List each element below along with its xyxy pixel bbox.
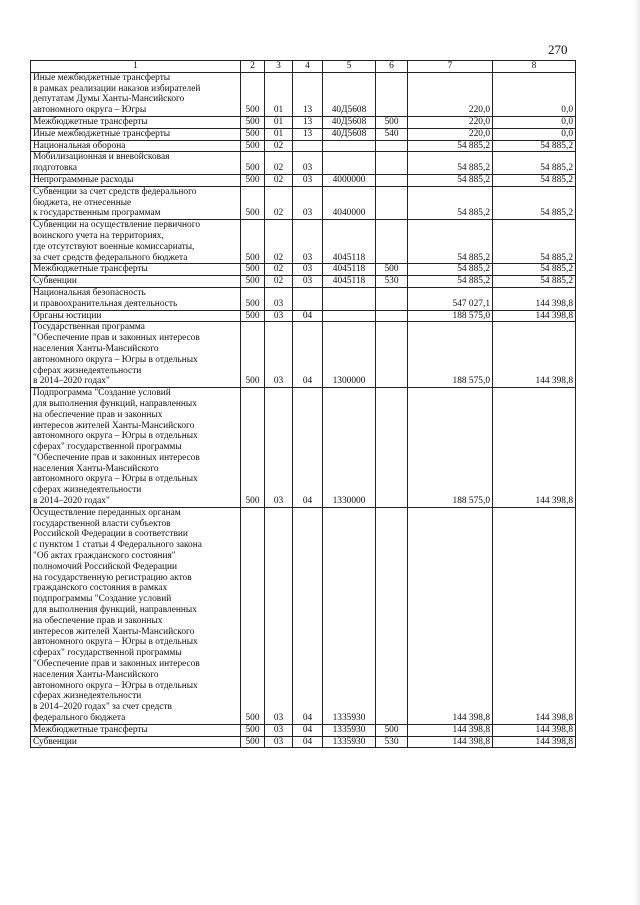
table-header-row (31, 61, 576, 73)
amount-year1-cell: 54 885,2 (408, 220, 493, 264)
table-row (31, 140, 576, 152)
row-name-cell: Межбюджетные трансферты (31, 116, 241, 128)
table-row (31, 310, 576, 322)
subsection-code-cell: 04 (293, 322, 323, 388)
amount-year1-cell: 144 398,8 (408, 507, 493, 724)
amount-year1-cell: 54 885,2 (408, 174, 493, 186)
target-article-cell: 1335930 (323, 736, 376, 748)
page-number: 270 (548, 42, 568, 57)
amount-year1-cell: 188 575,0 (408, 388, 493, 508)
amount-year1-cell: 547 027,1 (408, 287, 493, 310)
expense-type-cell: 530 (376, 736, 408, 748)
section-code-cell: 03 (265, 507, 293, 724)
section-code-cell: 02 (265, 186, 293, 219)
section-code-cell: 03 (265, 322, 293, 388)
column-header: 2 (241, 61, 265, 73)
ministry-code-cell: 500 (241, 724, 265, 736)
subsection-code-cell: 04 (293, 388, 323, 508)
subsection-code-cell: 04 (293, 310, 323, 322)
expense-type-cell (376, 220, 408, 264)
row-name-cell: Непрограммные расходы (31, 174, 241, 186)
row-name-cell: Межбюджетные трансферты (31, 264, 241, 276)
amount-year2-cell: 54 885,2 (493, 220, 576, 264)
amount-year1-cell: 54 885,2 (408, 276, 493, 288)
amount-year2-cell: 144 398,8 (493, 388, 576, 508)
ministry-code-cell: 500 (241, 220, 265, 264)
expense-type-cell (376, 174, 408, 186)
scan-edge (634, 0, 640, 905)
ministry-code-cell: 500 (241, 128, 265, 140)
amount-year1-cell: 54 885,2 (408, 264, 493, 276)
table-row (31, 287, 576, 310)
amount-year2-cell: 54 885,2 (493, 174, 576, 186)
amount-year1-cell: 188 575,0 (408, 310, 493, 322)
row-name-cell: Субвенции (31, 736, 241, 748)
table-row (31, 174, 576, 186)
amount-year2-cell: 144 398,8 (493, 322, 576, 388)
amount-year2-cell: 54 885,2 (493, 140, 576, 152)
target-article-cell: 40Д5608 (323, 128, 376, 140)
ministry-code-cell: 500 (241, 507, 265, 724)
target-article-cell: 40Д5608 (323, 72, 376, 116)
ministry-code-cell: 500 (241, 322, 265, 388)
amount-year2-cell: 144 398,8 (493, 287, 576, 310)
column-header: 3 (265, 61, 293, 73)
ministry-code-cell: 500 (241, 736, 265, 748)
expense-type-cell: 500 (376, 724, 408, 736)
ministry-code-cell: 500 (241, 140, 265, 152)
section-code-cell: 02 (265, 140, 293, 152)
column-header: 7 (408, 61, 493, 73)
section-code-cell: 02 (265, 264, 293, 276)
target-article-cell: 1300000 (323, 322, 376, 388)
amount-year1-cell: 144 398,8 (408, 736, 493, 748)
table-row (31, 276, 576, 288)
target-article-cell: 4045118 (323, 276, 376, 288)
subsection-code-cell: 03 (293, 220, 323, 264)
ministry-code-cell: 500 (241, 174, 265, 186)
subsection-code-cell: 03 (293, 264, 323, 276)
amount-year2-cell: 144 398,8 (493, 310, 576, 322)
column-header: 6 (376, 61, 408, 73)
row-name-cell: Иные межбюджетные трансферты в рамках реализации наказов избирателей депутатам Думы Ханты-Мансийского автономного округа – Югры (31, 72, 241, 116)
ministry-code-cell: 500 (241, 186, 265, 219)
amount-year1-cell: 54 885,2 (408, 140, 493, 152)
row-name-cell: Субвенции (31, 276, 241, 288)
subsection-code-cell (293, 140, 323, 152)
amount-year2-cell: 54 885,2 (493, 264, 576, 276)
section-code-cell: 03 (265, 388, 293, 508)
column-header: 5 (323, 61, 376, 73)
subsection-code-cell: 03 (293, 152, 323, 175)
amount-year2-cell: 0,0 (493, 128, 576, 140)
section-code-cell: 01 (265, 128, 293, 140)
expense-type-cell (376, 287, 408, 310)
amount-year2-cell: 54 885,2 (493, 152, 576, 175)
table-row (31, 507, 576, 724)
row-name-cell: Подпрограмма "Создание условий для выполнения функций, направленных на обеспечение прав и законных интересов жителей Ханты-Мансийского автономного округа – Югры в отдельных сферах" государственной программы "Обеспечение прав и законных интересов населения Ханты-Мансийского автономного округа – Югры в отдельных сферах жизнедеятельности в 2014–2020 годах" (31, 388, 241, 508)
expense-type-cell (376, 140, 408, 152)
amount-year1-cell: 188 575,0 (408, 322, 493, 388)
row-name-cell: Субвенции за счет средств федерального бюджета, не отнесенные к государственным программам (31, 186, 241, 219)
target-article-cell: 4040000 (323, 186, 376, 219)
expense-type-cell (376, 152, 408, 175)
table-row (31, 128, 576, 140)
row-name-cell: Мобилизационная и вневойсковая подготовка (31, 152, 241, 175)
target-article-cell: 4000000 (323, 174, 376, 186)
ministry-code-cell: 500 (241, 388, 265, 508)
table-row (31, 220, 576, 264)
row-name-cell: Национальная оборона (31, 140, 241, 152)
target-article-cell (323, 152, 376, 175)
subsection-code-cell: 03 (293, 174, 323, 186)
amount-year1-cell: 54 885,2 (408, 186, 493, 219)
subsection-code-cell: 03 (293, 276, 323, 288)
expense-type-cell (376, 388, 408, 508)
subsection-code-cell: 03 (293, 186, 323, 219)
ministry-code-cell: 500 (241, 72, 265, 116)
row-name-cell: Иные межбюджетные трансферты (31, 128, 241, 140)
table-row (31, 322, 576, 388)
section-code-cell: 01 (265, 72, 293, 116)
subsection-code-cell: 13 (293, 128, 323, 140)
column-header: 8 (493, 61, 576, 73)
subsection-code-cell: 04 (293, 736, 323, 748)
section-code-cell: 02 (265, 276, 293, 288)
amount-year2-cell: 0,0 (493, 72, 576, 116)
table-row (31, 736, 576, 748)
row-name-cell: Субвенции на осуществление первичного воинского учета на территориях, где отсутствуют военные комиссариаты, за счет средств федерального бюджета (31, 220, 241, 264)
table-row (31, 116, 576, 128)
section-code-cell: 03 (265, 287, 293, 310)
expense-type-cell: 530 (376, 276, 408, 288)
subsection-code-cell (293, 287, 323, 310)
section-code-cell: 02 (265, 174, 293, 186)
target-article-cell: 1335930 (323, 507, 376, 724)
row-name-cell: Национальная безопасность и правоохранительная деятельность (31, 287, 241, 310)
section-code-cell: 03 (265, 736, 293, 748)
section-code-cell: 02 (265, 152, 293, 175)
ministry-code-cell: 500 (241, 310, 265, 322)
target-article-cell: 1330000 (323, 388, 376, 508)
section-code-cell: 01 (265, 116, 293, 128)
row-name-cell: Государственная программа "Обеспечение прав и законных интересов населения Ханты-Мансийского автономного округа – Югры в отдельных сферах жизнедеятельности в 2014–2020 годах" (31, 322, 241, 388)
target-article-cell (323, 287, 376, 310)
amount-year1-cell: 144 398,8 (408, 724, 493, 736)
section-code-cell: 03 (265, 310, 293, 322)
amount-year1-cell: 220,0 (408, 116, 493, 128)
expense-type-cell: 500 (376, 116, 408, 128)
target-article-cell: 4045118 (323, 220, 376, 264)
ministry-code-cell: 500 (241, 116, 265, 128)
subsection-code-cell: 13 (293, 116, 323, 128)
row-name-cell: Межбюджетные трансферты (31, 724, 241, 736)
budget-table (30, 60, 576, 748)
target-article-cell (323, 140, 376, 152)
subsection-code-cell: 04 (293, 507, 323, 724)
ministry-code-cell: 500 (241, 264, 265, 276)
amount-year2-cell: 144 398,8 (493, 507, 576, 724)
subsection-code-cell: 13 (293, 72, 323, 116)
amount-year2-cell: 144 398,8 (493, 736, 576, 748)
table-row (31, 724, 576, 736)
table-row (31, 152, 576, 175)
ministry-code-cell: 500 (241, 287, 265, 310)
expense-type-cell (376, 186, 408, 219)
amount-year1-cell: 220,0 (408, 128, 493, 140)
amount-year2-cell: 144 398,8 (493, 724, 576, 736)
target-article-cell (323, 310, 376, 322)
table-row (31, 72, 576, 116)
column-header: 1 (31, 61, 241, 73)
amount-year2-cell: 0,0 (493, 116, 576, 128)
expense-type-cell (376, 72, 408, 116)
amount-year1-cell: 54 885,2 (408, 152, 493, 175)
expense-type-cell: 500 (376, 264, 408, 276)
table-row (31, 186, 576, 219)
ministry-code-cell: 500 (241, 152, 265, 175)
section-code-cell: 03 (265, 724, 293, 736)
expense-type-cell (376, 322, 408, 388)
column-header: 4 (293, 61, 323, 73)
expense-type-cell: 540 (376, 128, 408, 140)
expense-type-cell (376, 310, 408, 322)
expense-type-cell (376, 507, 408, 724)
amount-year2-cell: 54 885,2 (493, 186, 576, 219)
amount-year2-cell: 54 885,2 (493, 276, 576, 288)
row-name-cell: Органы юстиции (31, 310, 241, 322)
target-article-cell: 1335930 (323, 724, 376, 736)
target-article-cell: 4045118 (323, 264, 376, 276)
amount-year1-cell: 220,0 (408, 72, 493, 116)
row-name-cell: Осуществление переданных органам государственной власти субъектов Российской Федерации в соответствии с пунктом 1 статьи 4 Федерального закона "Об актах гражданского состояния" полномочий Российской Федерации на государственную регистрацию актов гражданского состояния в рамках подпрограммы "Создание условий для выполнения функций, направленных на обеспечение прав и законных интересов жителей Ханты-Мансийского автономного округа – Югры в отдельных сферах" государственной программы "Обеспечение прав и законных интересов населения Ханты-Мансийского автономного округа – Югры в отдельных сферах жизнедеятельности в 2014–2020 годах" за счет средств федерального бюджета (31, 507, 241, 724)
section-code-cell: 02 (265, 220, 293, 264)
table-row (31, 264, 576, 276)
ministry-code-cell: 500 (241, 276, 265, 288)
target-article-cell: 40Д5608 (323, 116, 376, 128)
subsection-code-cell: 04 (293, 724, 323, 736)
table-row (31, 388, 576, 508)
